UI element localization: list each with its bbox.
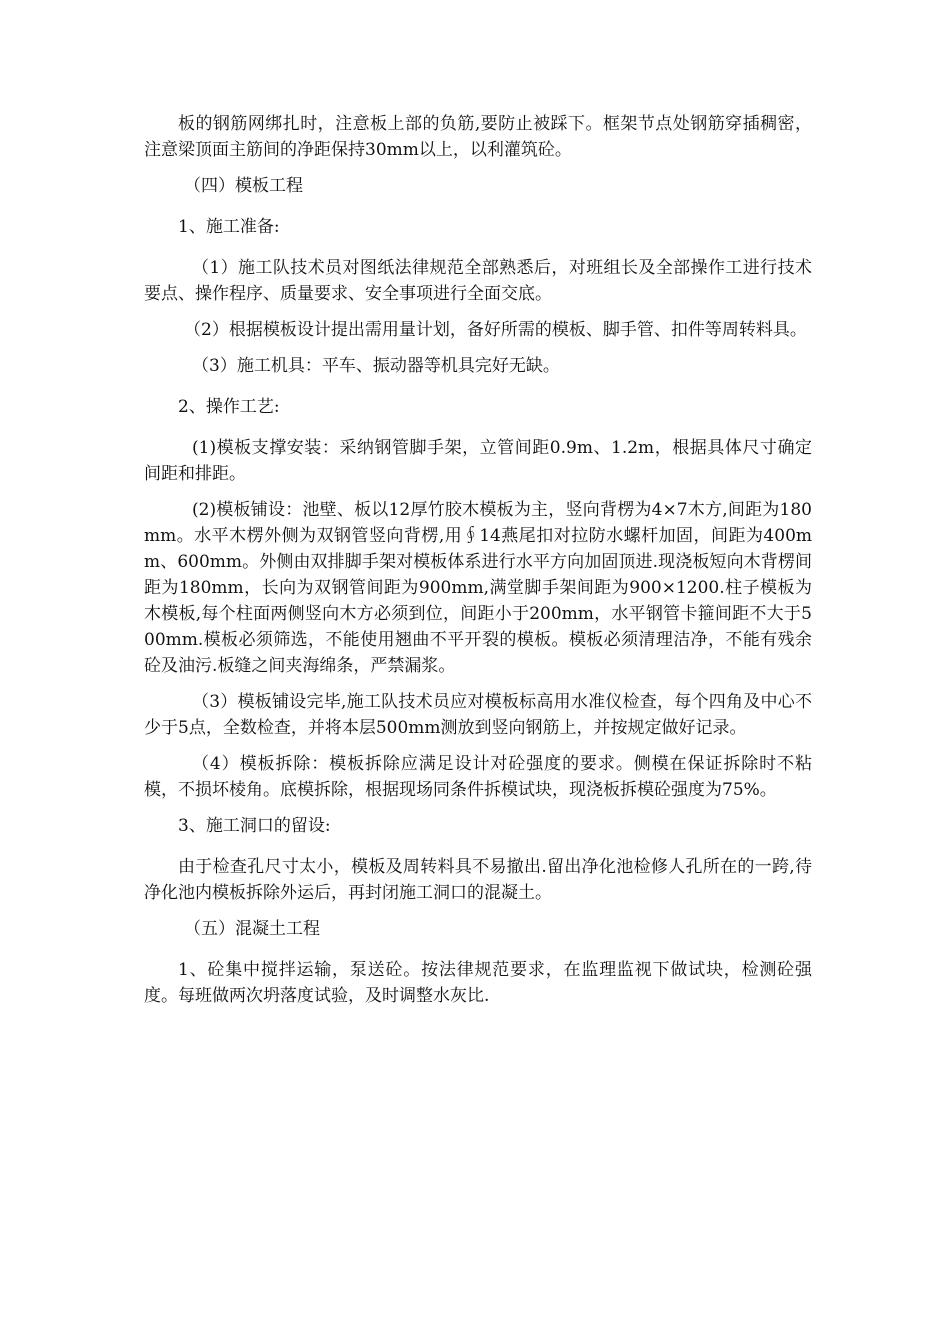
paragraph-concrete-1: 1、砼集中搅拌运输，泵送砼。按法律规范要求，在监理监视下做试块，检测砼强度。每班做两次坍落度试验，及时调整水灰比. xyxy=(144,960,812,1006)
subsection-heading-openings: 3、施工洞口的留设: xyxy=(178,816,331,836)
paragraph-process-4: （4）模板拆除：模板拆除应满足设计对砼强度的要求。侧模在保证拆除时不粘模，不损坏棱角。底模拆除，根据现场同条件拆模试块，现浇板拆模砼强度为75%。 xyxy=(144,754,812,800)
subsection-heading-preparation: 1、施工准备: xyxy=(178,217,280,237)
paragraph-prep-1: （1）施工队技术员对图纸法律规范全部熟悉后，对班组长及全部操作工进行技术要点、操作程序、质量要求、安全事项进行全面交底。 xyxy=(144,258,812,304)
paragraph-openings: 由于检查孔尺寸太小，模板及周转料具不易撤出.留出净化池检修人孔所在的一跨,待净化池内模板拆除外运后，再封闭施工洞口的混凝土。 xyxy=(144,857,812,903)
document-body xyxy=(144,111,812,1019)
subsection-heading-process: 2、操作工艺: xyxy=(178,397,280,417)
paragraph-process-3: （3）模板铺设完毕,施工队技术员应对模板标高用水准仪检查，每个四角及中心不少于5点，全数检查，并将本层500mm测放到竖向钢筋上，并按规定做好记录。 xyxy=(144,692,812,738)
paragraph-rebar-mesh: 板的钢筋网绑扎时，注意板上部的负筋,要防止被踩下。框架节点处钢筋穿插稠密，注意梁顶面主筋间的净距保持30mm以上，以利灌筑砼。 xyxy=(144,114,812,160)
section-heading-formwork: （四）模板工程 xyxy=(184,176,303,196)
paragraph-process-1: (1)模板支撑安装：采纳钢管脚手架，立管间距0.9m、1.2m，根据具体尺寸确定间距和排距。 xyxy=(144,438,812,484)
paragraph-prep-3: （3）施工机具：平车、振动器等机具完好无缺。 xyxy=(192,356,560,376)
section-heading-concrete: （五）混凝土工程 xyxy=(184,919,320,939)
paragraph-prep-2: （2）根据模板设计提出需用量计划，备好所需的模板、脚手管、扣件等周转料具。 xyxy=(184,320,807,340)
paragraph-process-2: (2)模板铺设：池壁、板以12厚竹胶木模板为主，竖向背楞为4×7木方,间距为180mm。水平木楞外侧为双钢管竖向背楞,用∮14燕尾扣对拉防水螺杆加固，间距为400mm、600mm。外侧由双排脚手架对模板体系进行水平方向加固顶进.现浇板短向木背楞间距为180mm，长向为双钢管间距为900mm,满堂脚手架间距为900×1200.柱子模板为木模板,每个柱面两侧竖向木方必须到位，间距小于200mm，水平钢管卡箍间距不大于500mm.模板必须筛选，不能使用翘曲不平开裂的模板。模板必须清理洁净，不能有残余砼及油污.板缝之间夹海绵条，严禁漏浆。 xyxy=(144,500,812,676)
